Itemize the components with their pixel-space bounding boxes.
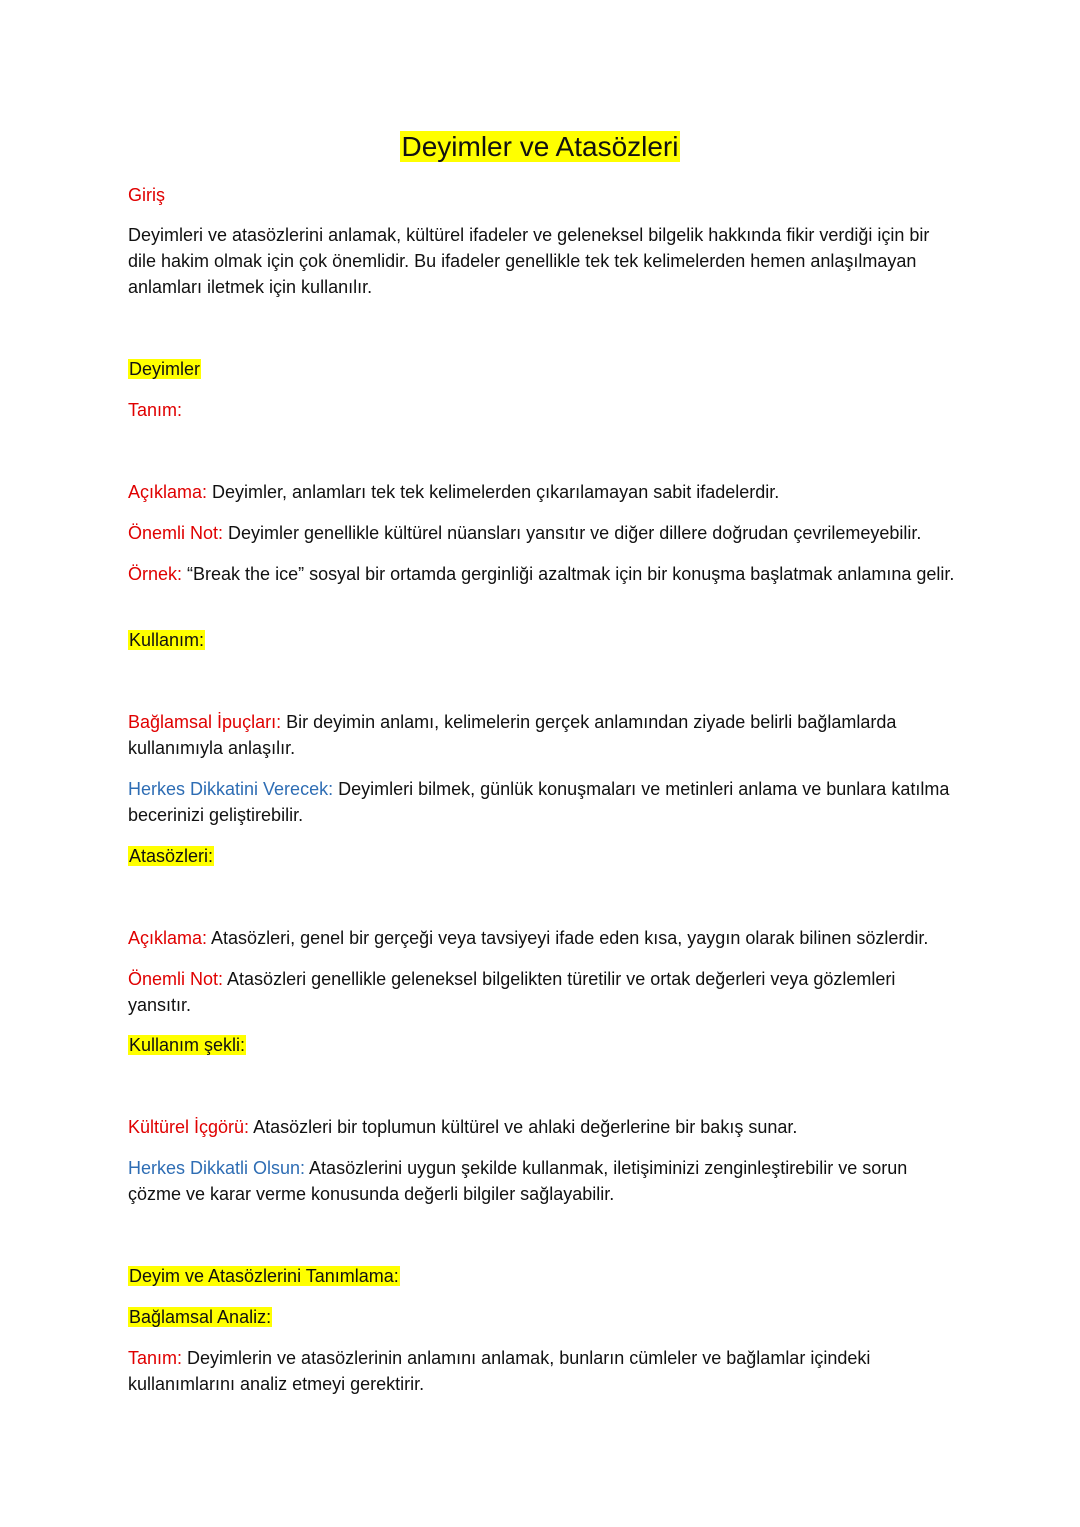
document-title [0, 128, 1080, 166]
item-label: Tanım: [128, 1348, 183, 1368]
deyimler-definition-label: Tanım: [128, 400, 183, 420]
deyimler-baglamsal-ipuclari [128, 709, 958, 761]
item-text: Deyimler genellikle kültürel nüansları yansıtır ve diğer dillere doğrudan çevrilemeyebilir. [223, 523, 922, 543]
item-label: Bağlamsal İpuçları: [128, 712, 282, 732]
atasozleri-aciklama [128, 925, 958, 951]
deyimler-herkes-dikkatini [128, 776, 958, 828]
deyimler-heading-text: Deyimler [129, 359, 201, 379]
tanimlama-heading-text: Deyim ve Atasözlerini Tanımlama: [129, 1266, 399, 1286]
item-text: “Break the ice” sosyal bir ortamda gerginliği azaltmak için bir konuşma başlatmak anlamına gelir. [182, 564, 955, 584]
item-text: Atasözleri, genel bir gerçeği veya tavsiyeyi ifade eden kısa, yaygın olarak bilinen sözlerdir. [207, 928, 929, 948]
item-text: Deyimlerin ve atasözlerinin anlamını anlamak, bunların cümleler ve bağlamlar içindeki kullanımlarını analiz etmeyi gerektirir. [128, 1348, 871, 1394]
tanimlama-tanim [128, 1345, 958, 1397]
usage-heading-text: Kullanım: [129, 630, 205, 650]
atasozleri-heading [128, 843, 958, 869]
deyimler-heading [128, 356, 958, 382]
atasozleri-usage-heading [128, 1032, 958, 1058]
deyimler-ornek [128, 561, 958, 587]
usage-heading-text: Kullanım şekli: [129, 1035, 246, 1055]
item-label: Açıklama: [128, 482, 208, 502]
deyimler-usage-heading [128, 627, 958, 653]
item-text: Deyimler, anlamları tek tek kelimelerden çıkarılamayan sabit ifadelerdir. [207, 482, 780, 502]
intro-paragraph: Deyimleri ve atasözlerini anlamak, kültürel ifadeler ve geleneksel bilgelik hakkında fikir verdiği için bir dile hakim olmak için çok önemlidir. Bu ifadeler genellikle tek tek kelimelerden hemen anlaşılmayan anlamları iletmek için kullanılır. [128, 225, 930, 297]
intro-heading: Giriş [128, 185, 165, 205]
item-label: Kültürel İçgörü: [128, 1117, 250, 1137]
deyimler-onemli-not [128, 520, 958, 546]
atasozleri-kulturel-icgoru [128, 1114, 958, 1140]
item-label: Açıklama: [128, 928, 208, 948]
item-text: Atasözleri genellikle geleneksel bilgelikten türetilir ve ortak değerleri veya gözlemleri yansıtır. [128, 969, 896, 1015]
atasozleri-herkes-dikkatli [128, 1155, 958, 1207]
item-label: Önemli Not: [128, 969, 224, 989]
item-label: Önemli Not: [128, 523, 224, 543]
tanimlama-subheading [128, 1304, 958, 1330]
item-text: Bir deyimin anlamı, kelimelerin gerçek anlamından ziyade belirli bağlamlarda kullanımıyla anlaşılır. [128, 712, 897, 758]
item-text: Atasözleri bir toplumun kültürel ve ahlaki değerlerine bir bakış sunar. [249, 1117, 798, 1137]
document-title-text: Deyimler ve Atasözleri [401, 131, 679, 162]
item-text: Deyimleri bilmek, günlük konuşmaları ve metinleri anlama ve bunlara katılma becerinizi geliştirebilir. [128, 779, 950, 825]
deyimler-aciklama [128, 479, 958, 505]
tanimlama-subheading-text: Bağlamsal Analiz: [129, 1307, 272, 1327]
item-label: Örnek: [128, 564, 183, 584]
item-label: Herkes Dikkatli Olsun: [128, 1158, 306, 1178]
atasozleri-onemli-not [128, 966, 958, 1018]
tanimlama-heading [128, 1263, 958, 1289]
item-text: Atasözlerini uygun şekilde kullanmak, iletişiminizi zenginleştirebilir ve sorun çözme ve karar verme konusunda değerli bilgiler sağlayabilir. [128, 1158, 908, 1204]
atasozleri-heading-text: Atasözleri: [129, 846, 214, 866]
item-label: Herkes Dikkatini Verecek: [128, 779, 334, 799]
